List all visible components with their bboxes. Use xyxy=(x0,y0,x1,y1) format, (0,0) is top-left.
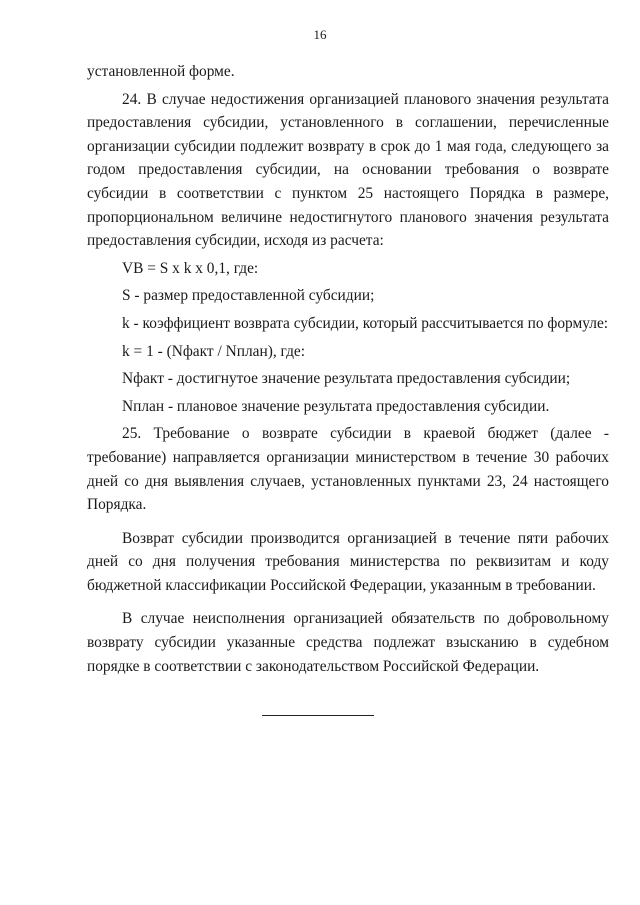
page-number: 16 xyxy=(313,27,327,42)
paragraph-enforcement: В случае неисполнения организацией обязательств по добровольному возврату субсидии указанные средства подлежат взысканию в судебном порядке в соответствии с законодательством Российской Федерации. xyxy=(87,610,609,675)
formula-nplan-definition: Nплан - плановое значение результата предоставления субсидии. xyxy=(122,397,550,415)
formula-nfact-definition: Nфакт - достигнутое значение результата предоставления субсидии; xyxy=(122,370,571,388)
formula-k: k = 1 - (Nфакт / Nплан), где: xyxy=(122,342,306,360)
paragraph-24: 24. В случае недостижения организацией планового значения результата предоставления субсидии, установленного в соглашении, перечисленные организации субсидии подлежит возврату в срок до 1 мая года, следующего за годом предоставления субсидии, на основании требования о возврате субсидии в соответствии с пунктом 25 настоящего Порядка в размере, пропорциональном величине недостигнутого планового значения результата предоставления субсидии, исходя из расчета: xyxy=(87,90,609,250)
end-separator-line xyxy=(262,715,374,716)
formula-vb: VB = S x k x 0,1, где: xyxy=(122,259,259,277)
formula-s-definition: S - размер предоставленной субсидии; xyxy=(122,287,375,305)
paragraph-refund: Возврат субсидии производится организацией в течение пяти рабочих дней со дня получения требования министерства по реквизитам и коду бюджетной классификации Российской Федерации, указанным в требовании. xyxy=(87,529,609,594)
document-body xyxy=(87,60,609,678)
paragraph-continuation: установленной форме. xyxy=(87,63,235,80)
paragraph-25: 25. Требование о возврате субсидии в краевой бюджет (далее - требование) направляется организации министерством в течение 30 рабочих дней со дня выявления случаев, установленных пунктами 23, 24 настоящего Порядка. xyxy=(87,425,609,514)
formula-k-definition: k - коэффициент возврата субсидии, который рассчитывается по формуле: xyxy=(122,314,609,332)
